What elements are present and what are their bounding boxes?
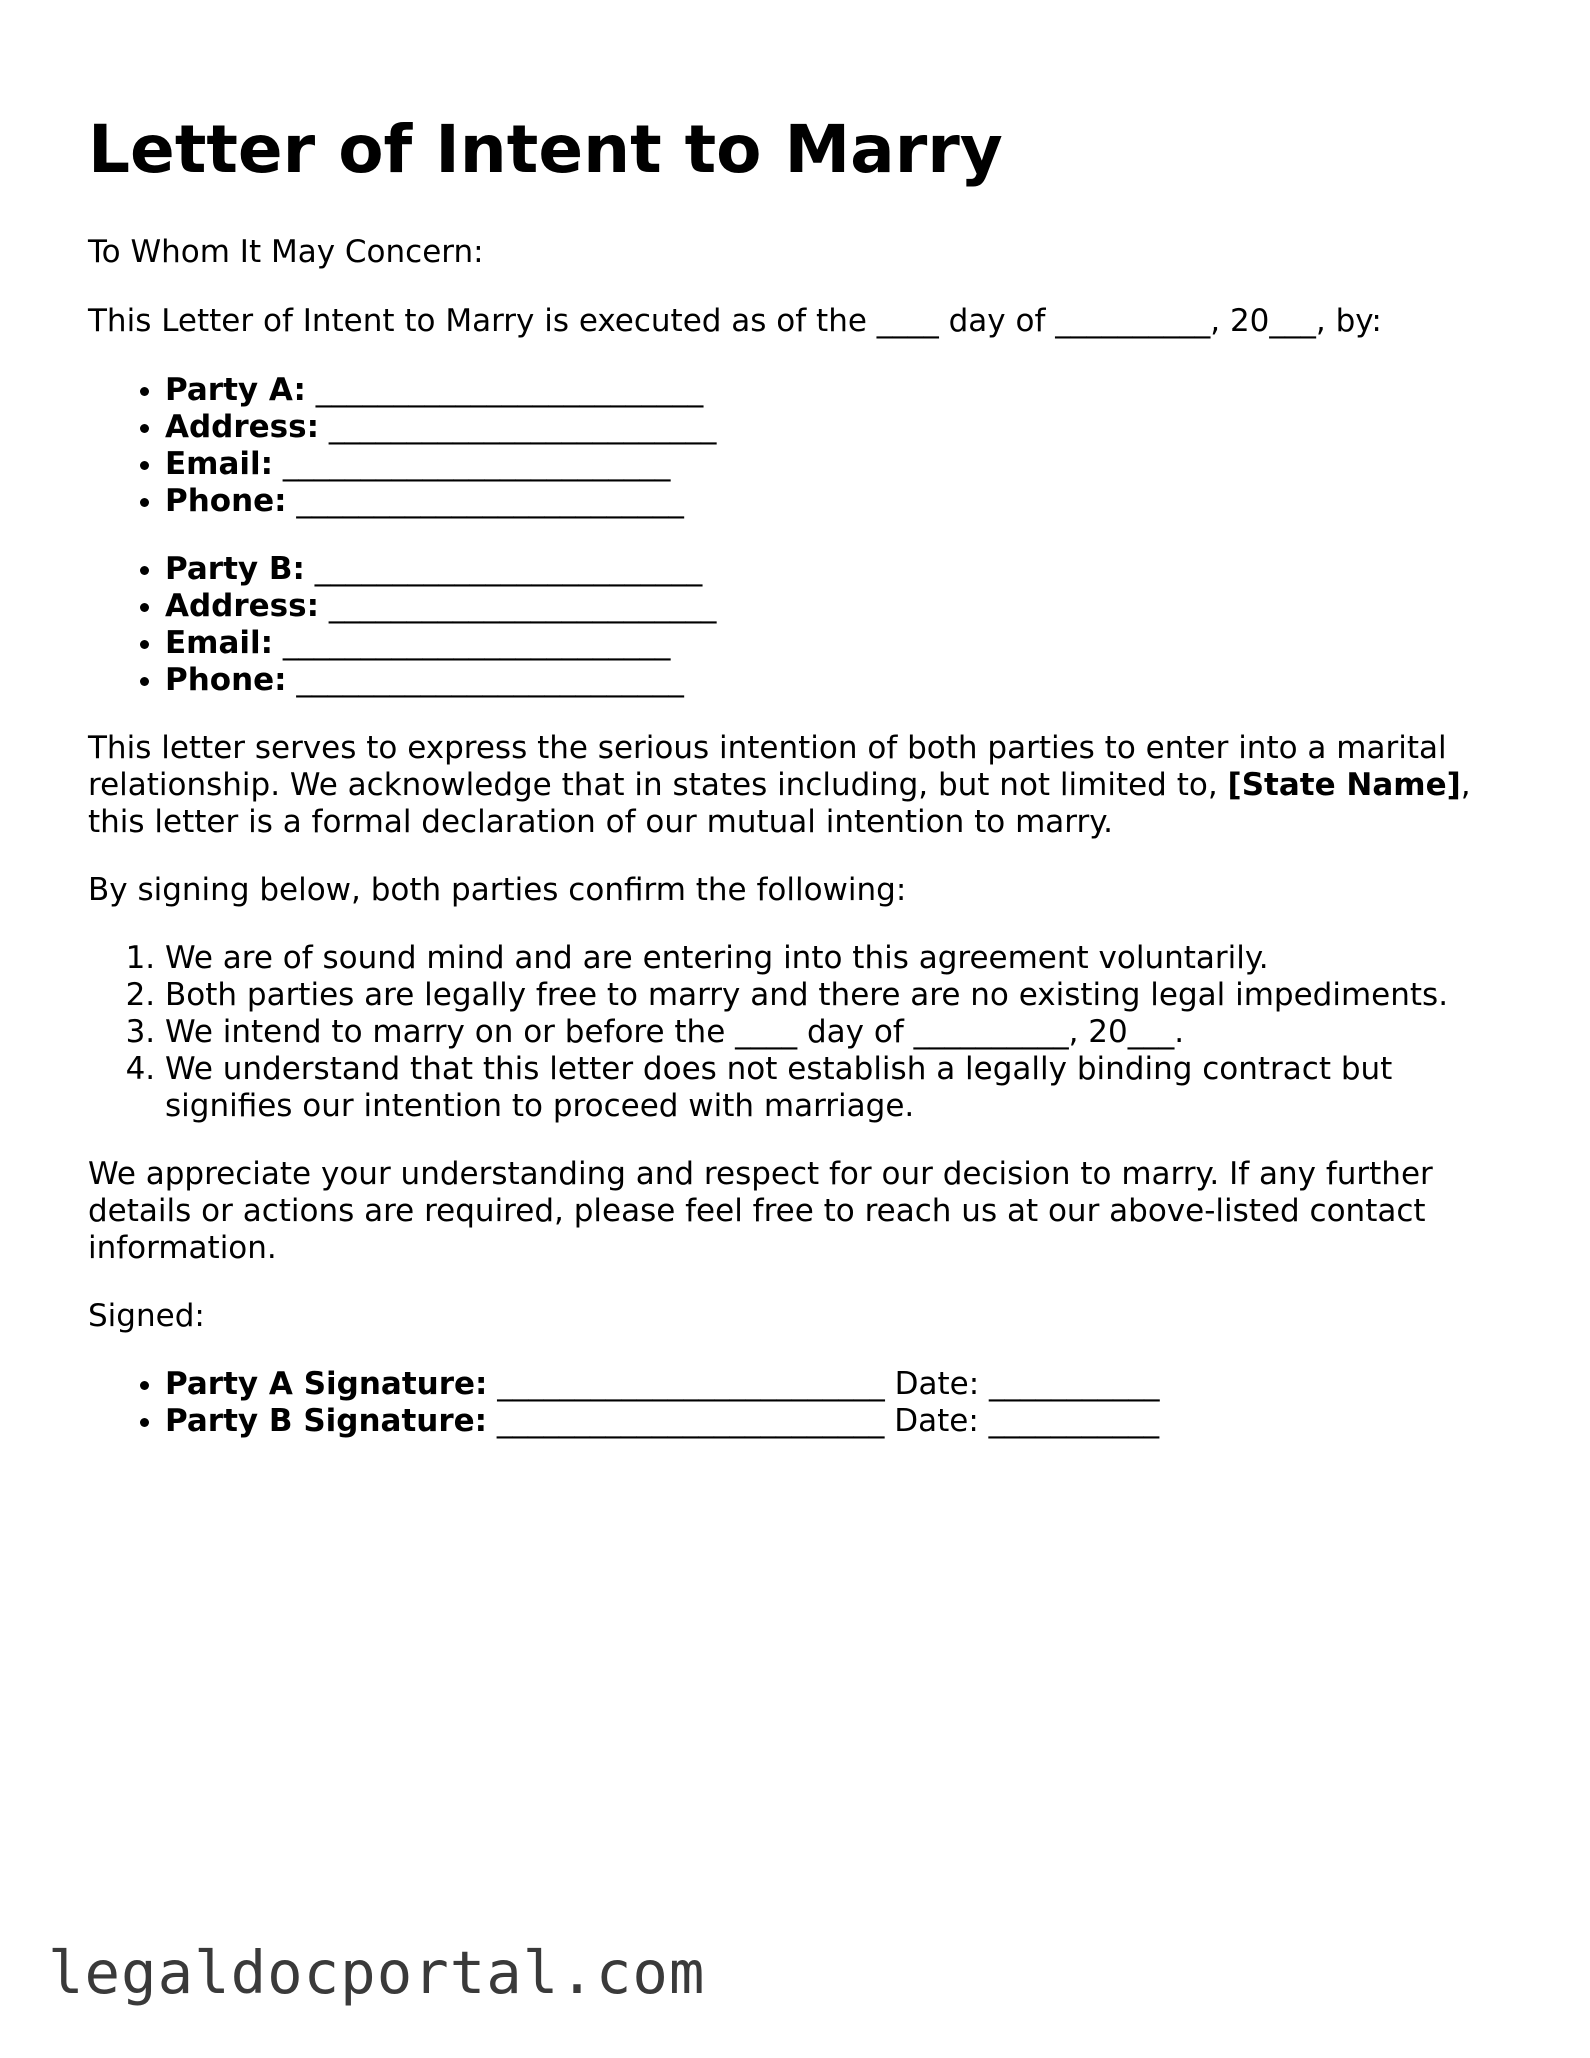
field-label: Email: bbox=[165, 625, 274, 661]
field-label: Phone: bbox=[165, 483, 287, 519]
state-name-placeholder: [State Name] bbox=[1227, 767, 1461, 803]
intro-paragraph: This Letter of Intent to Marry is executed as of the ____ day of __________, 20___, by: bbox=[88, 303, 1382, 339]
party-b-signature-line bbox=[165, 1403, 1508, 1440]
party-a-name-item bbox=[165, 372, 1508, 409]
signature-blank: _________________________ Date: ___________ bbox=[487, 1366, 1160, 1402]
party-a-details bbox=[88, 372, 1508, 520]
fill-in-blank: _________________________ bbox=[286, 483, 684, 519]
fill-in-blank: _________________________ bbox=[273, 446, 671, 482]
fill-in-blank: _________________________ bbox=[319, 409, 717, 445]
condition-item: 1. We are of sound mind and are entering into this agreement voluntarily. bbox=[165, 940, 1508, 977]
fill-in-blank: _________________________ bbox=[304, 551, 703, 587]
purpose-text: This letter serves to express the serious intention of both parties to enter into a marital relationship. We acknowledge that in states including, but not limited to, bbox=[88, 730, 1447, 803]
signature-blank: _________________________ Date: ___________ bbox=[487, 1403, 1160, 1439]
fill-in-blank: _________________________ bbox=[305, 372, 704, 408]
purpose-text-end: , this letter is a formal declaration of our mutual intention to marry. bbox=[88, 767, 1471, 840]
party-b-details bbox=[88, 551, 1508, 699]
letter-page bbox=[88, 108, 1508, 1440]
party-a-email-item bbox=[165, 446, 1508, 483]
field-label: Address: bbox=[165, 409, 319, 445]
watermark-logo: legaldocportal.com bbox=[48, 1938, 706, 2007]
party-b-name-item bbox=[165, 551, 1508, 588]
field-label: Party B: bbox=[165, 551, 305, 587]
fill-in-blank: _________________________ bbox=[286, 662, 684, 698]
signature-label: Party B Signature: bbox=[165, 1403, 488, 1439]
party-a-address-item bbox=[165, 409, 1508, 446]
field-label: Party A: bbox=[165, 372, 306, 408]
fill-in-blank: _________________________ bbox=[273, 625, 671, 661]
party-b-email-item bbox=[165, 625, 1508, 662]
greeting: To Whom It May Concern: bbox=[88, 234, 484, 270]
condition-item: 2. Both parties are legally free to marry and there are no existing legal impediments. bbox=[165, 977, 1508, 1014]
closing-paragraph: We appreciate your understanding and respect for our decision to marry. If any further details or actions are required, please feel free to reach us at our above-listed contact information. bbox=[88, 1156, 1433, 1266]
document-title: Letter of Intent to Marry bbox=[88, 111, 1003, 188]
field-label: Address: bbox=[165, 588, 319, 624]
confirmation-list bbox=[88, 940, 1508, 1125]
party-b-phone-item bbox=[165, 662, 1508, 699]
signed-label: Signed: bbox=[88, 1298, 205, 1334]
signature-label: Party A Signature: bbox=[165, 1366, 488, 1402]
party-a-signature-line bbox=[165, 1366, 1508, 1403]
party-b-address-item bbox=[165, 588, 1508, 625]
purpose-paragraph bbox=[88, 730, 1508, 841]
party-a-phone-item bbox=[165, 483, 1508, 520]
confirmation-intro: By signing below, both parties confirm the following: bbox=[88, 872, 907, 908]
field-label: Email: bbox=[165, 446, 274, 482]
fill-in-blank: _________________________ bbox=[319, 588, 717, 624]
condition-item: 3. We intend to marry on or before the ____ day of __________, 20___. bbox=[165, 1014, 1508, 1051]
signature-list bbox=[88, 1366, 1508, 1440]
condition-item: 4. We understand that this letter does not establish a legally binding contract but signifies our intention to proceed with marriage. bbox=[165, 1051, 1508, 1125]
field-label: Phone: bbox=[165, 662, 287, 698]
